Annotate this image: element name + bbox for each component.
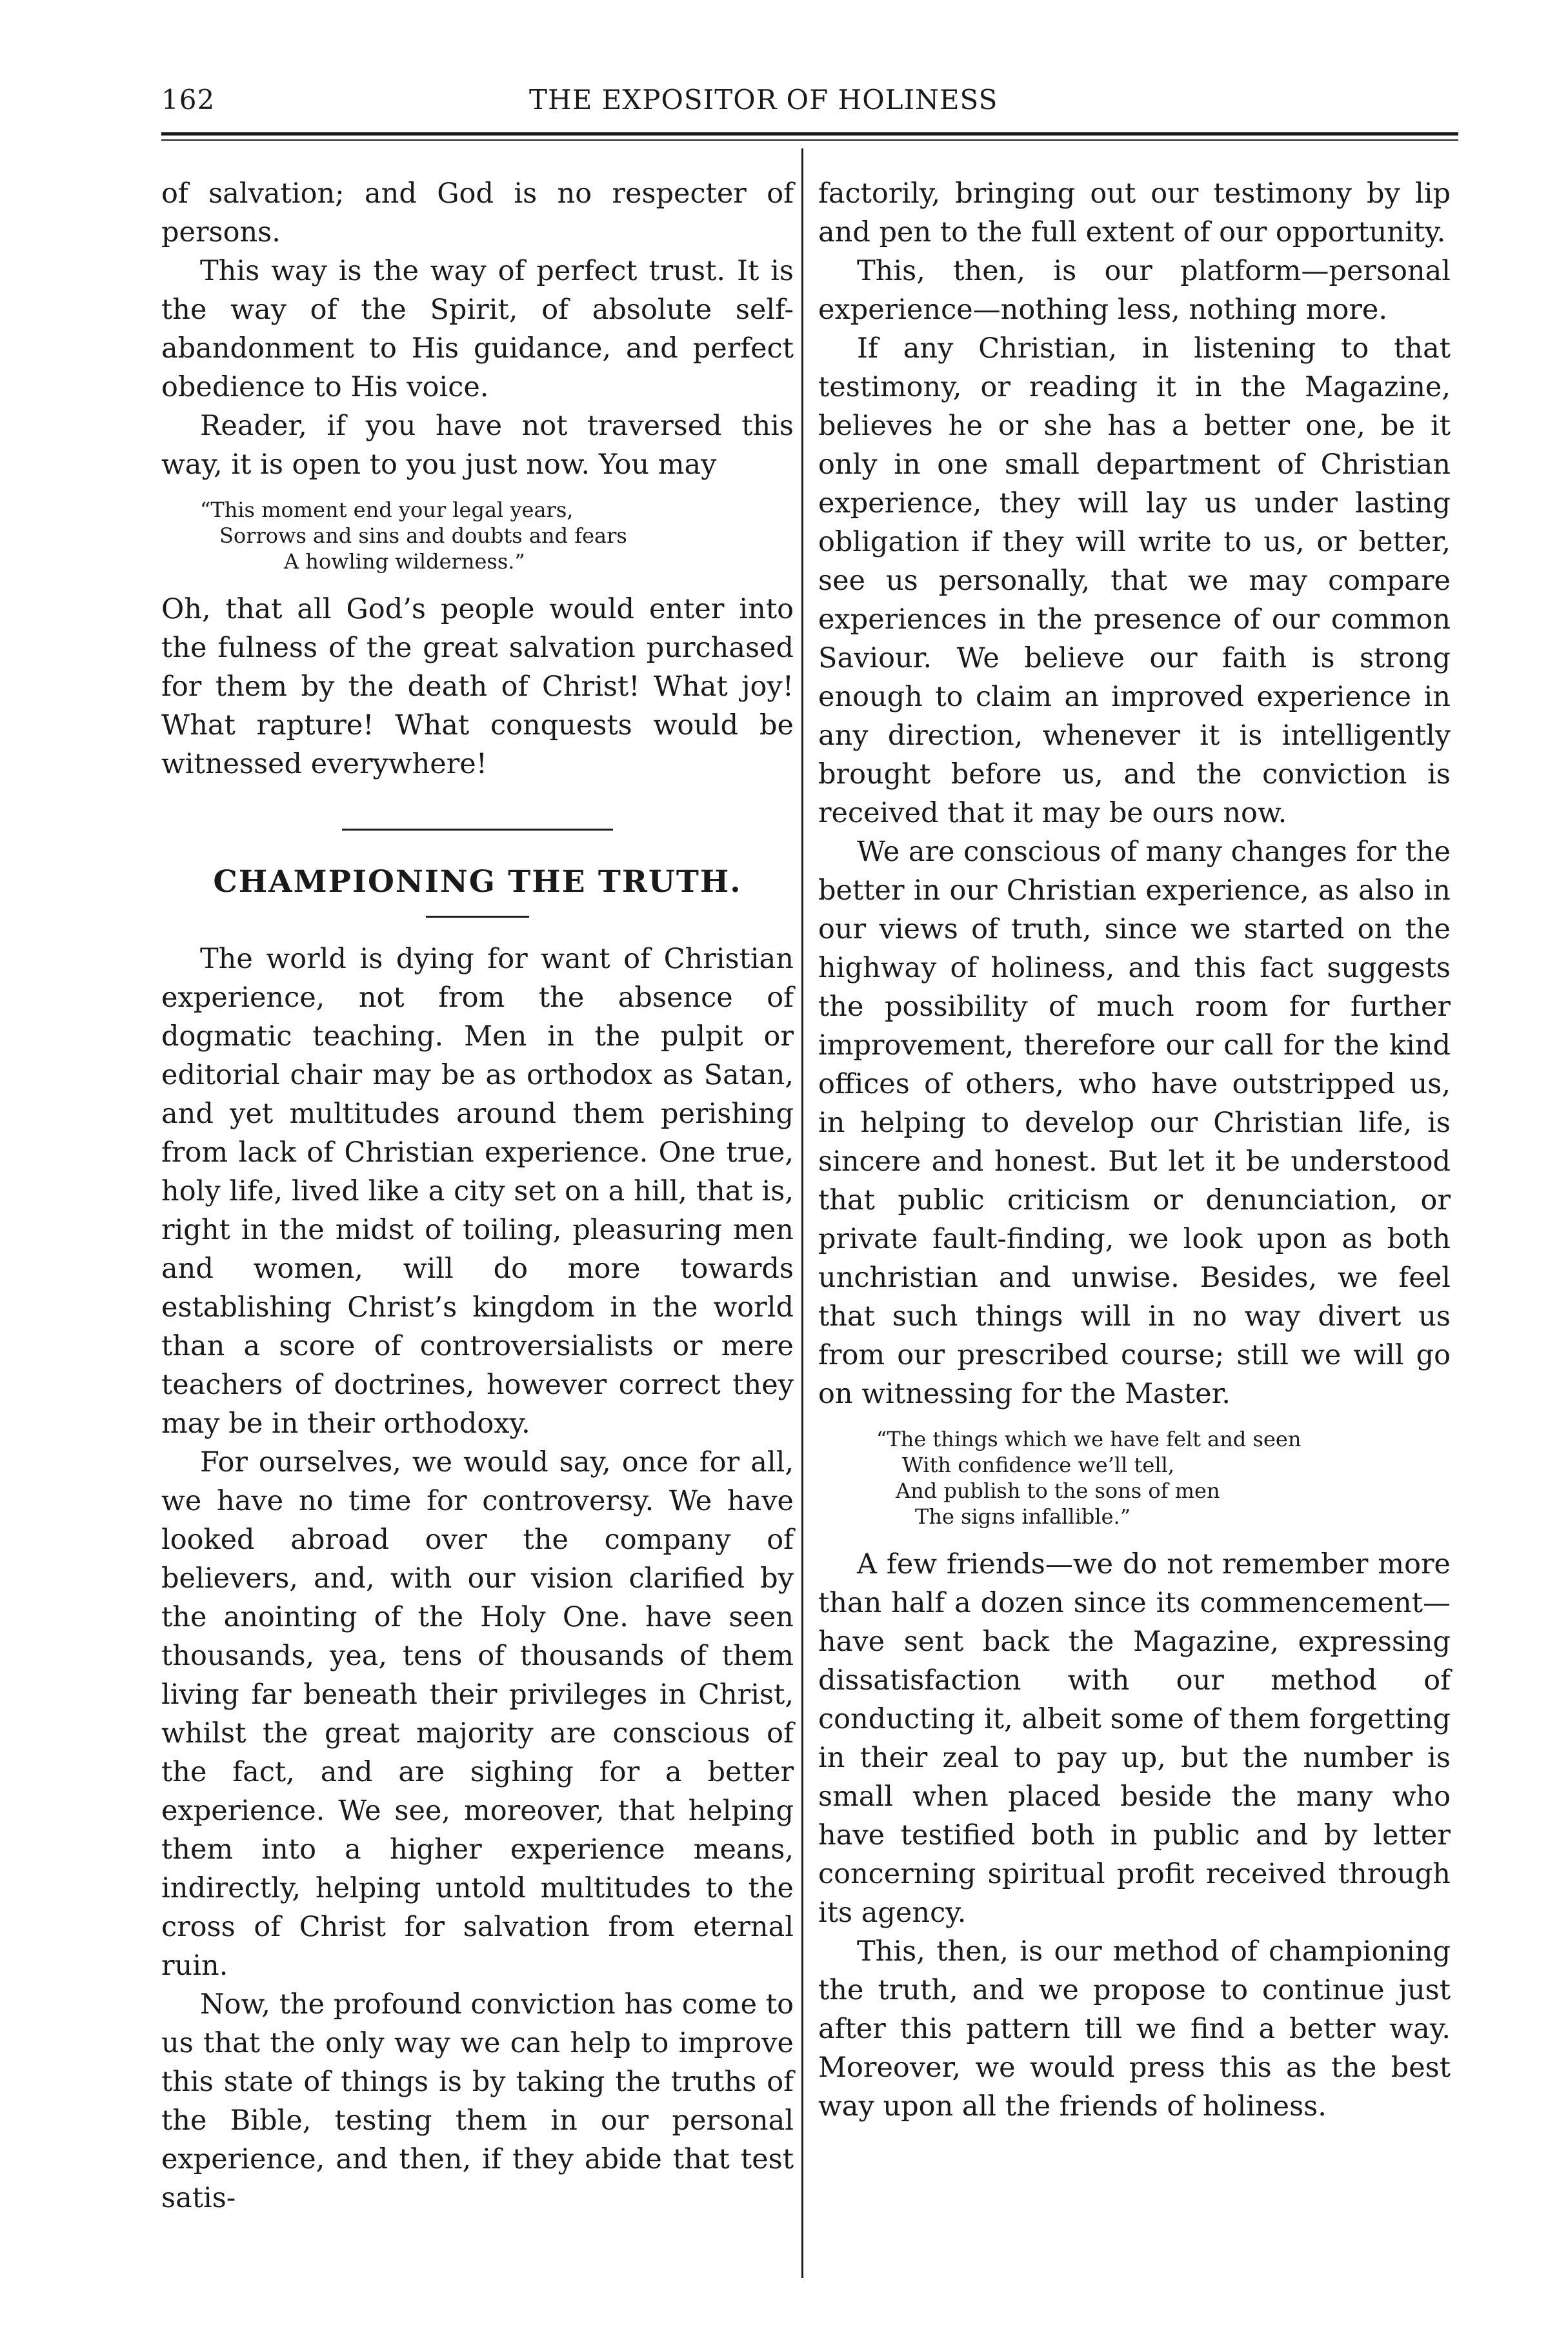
column-divider — [801, 148, 803, 2278]
section-divider — [342, 829, 613, 831]
title-underline — [426, 916, 529, 918]
poem-line: Sorrows and sins and doubts and fears — [219, 523, 627, 548]
left-column — [161, 174, 794, 2217]
paragraph: A few friends—we do not remember more than half a dozen since its commencement—have sent back the Magazine, expressing dissatisfaction with our method of conducting it, albeit some of them forgetting in their zeal to pay up, but the number is small when placed beside the many who have testified both in public and by letter concerning spiritual profit received through its agency. — [818, 1548, 1451, 1929]
header-rule-thick — [161, 132, 1458, 136]
paragraph: If any Christian, in listening to that testimony, or reading it in the Magazine, believes he or she has a better one, be it only in one small department of Christian experience, they will lay us under lasting obligation if they will write to us, or better, see us personally, that we may compare experiences in the presence of our common Saviour. We believe our faith is strong enough to claim an improved experience in any direction, whenever it is intelligently brought before us, and the conviction is received that it may be ours now. — [818, 332, 1451, 829]
paragraph: This, then, is our method of championing the truth, and we propose to continue just after this pattern till we find a better way. Moreover, we would press this as the best way upon all the friends of holiness. — [818, 1935, 1451, 2123]
paragraph: factorily, bringing out our testimony by lip and pen to the full extent of our opportunity. — [818, 177, 1451, 248]
hymn-quote — [161, 497, 794, 574]
paragraph: We are conscious of many changes for the better in our Christian experience, as also in our views of truth, since we started on the highway of holiness, and this fact suggests the possibility of much room for further improvement, therefore our call for the kind offices of others, who have outstripped us, in helping to develop our Christian life, is sincere and honest. But let it be understood that public criticism or denunciation, or private fault-finding, we look upon as both unchristian and unwise. Besides, we feel that such things will in no way divert us from our prescribed course; still we will go on witnessing for the Master. — [818, 836, 1451, 1410]
poem-line: The signs infallible.” — [915, 1504, 1131, 1529]
hymn-quote — [818, 1426, 1451, 1529]
paragraph: This way is the way of perfect trust. It is the way of the Spirit, of absolute self-abandonment to His guidance, and perfect obedience to His voice. — [161, 255, 794, 403]
paragraph: Reader, if you have not traversed this way, it is open to you just now. You may — [161, 410, 794, 481]
paragraph: The world is dying for want of Christian experience, not from the absence of dogmatic teaching. Men in the pulpit or editorial chair may be as orthodox as Satan, and yet multitudes around them perishing from lack of Christian experience. One true, holy life, lived like a city set on a hill, that is, right in the midst of toiling, pleasuring men and women, will do more towards establishing Christ’s kingdom in the world than a score of controversialists or mere teachers of doctrines, however correct they may be in their orthodoxy. — [161, 943, 794, 1440]
page-header — [161, 84, 1458, 123]
running-title: THE EXPOSITOR OF HOLINESS — [529, 84, 998, 116]
poem-line: And publish to the sons of men — [896, 1478, 1220, 1503]
poem-line: “This moment end your legal years, — [200, 498, 574, 522]
poem-line: With confidence we’ll tell, — [902, 1453, 1174, 1477]
section-title: CHAMPIONING THE TRUTH. — [213, 864, 742, 900]
paragraph: Now, the profound conviction has come to us that the only way we can help to improve this state of things is by taking the truths of the Bible, testing them in our personal experience, and then, if they abide that test satis- — [161, 1988, 794, 2214]
poem-line: A howling wilderness.” — [284, 549, 525, 574]
page-number: 162 — [161, 84, 216, 116]
paragraph: For ourselves, we would say, once for all, we have no time for controversy. We have looked abroad over the company of believers, and, with our vision clarified by the anointing of the Holy One. have seen thousands, yea, tens of thousands of them living far beneath their privileges in Christ, whilst the great majority are conscious of the fact, and are sighing for a better experience. We see, moreover, that helping them into a higher experience means, indirectly, helping untold multitudes to the cross of Christ for salvation from eternal ruin. — [161, 1446, 794, 1982]
paragraph: This, then, is our platform—personal experience—nothing less, nothing more. — [818, 255, 1451, 326]
paragraph: Oh, that all God’s people would enter into the fulness of the great salvation purchased for them by the death of Christ! What joy! What rapture! What conquests would be witnessed everywhere! — [161, 593, 794, 780]
poem-line: “The things which we have felt and seen — [876, 1427, 1302, 1451]
right-column — [818, 174, 1451, 2126]
paragraph: of salvation; and God is no respecter of persons. — [161, 177, 794, 248]
header-rule-thin — [161, 139, 1458, 141]
